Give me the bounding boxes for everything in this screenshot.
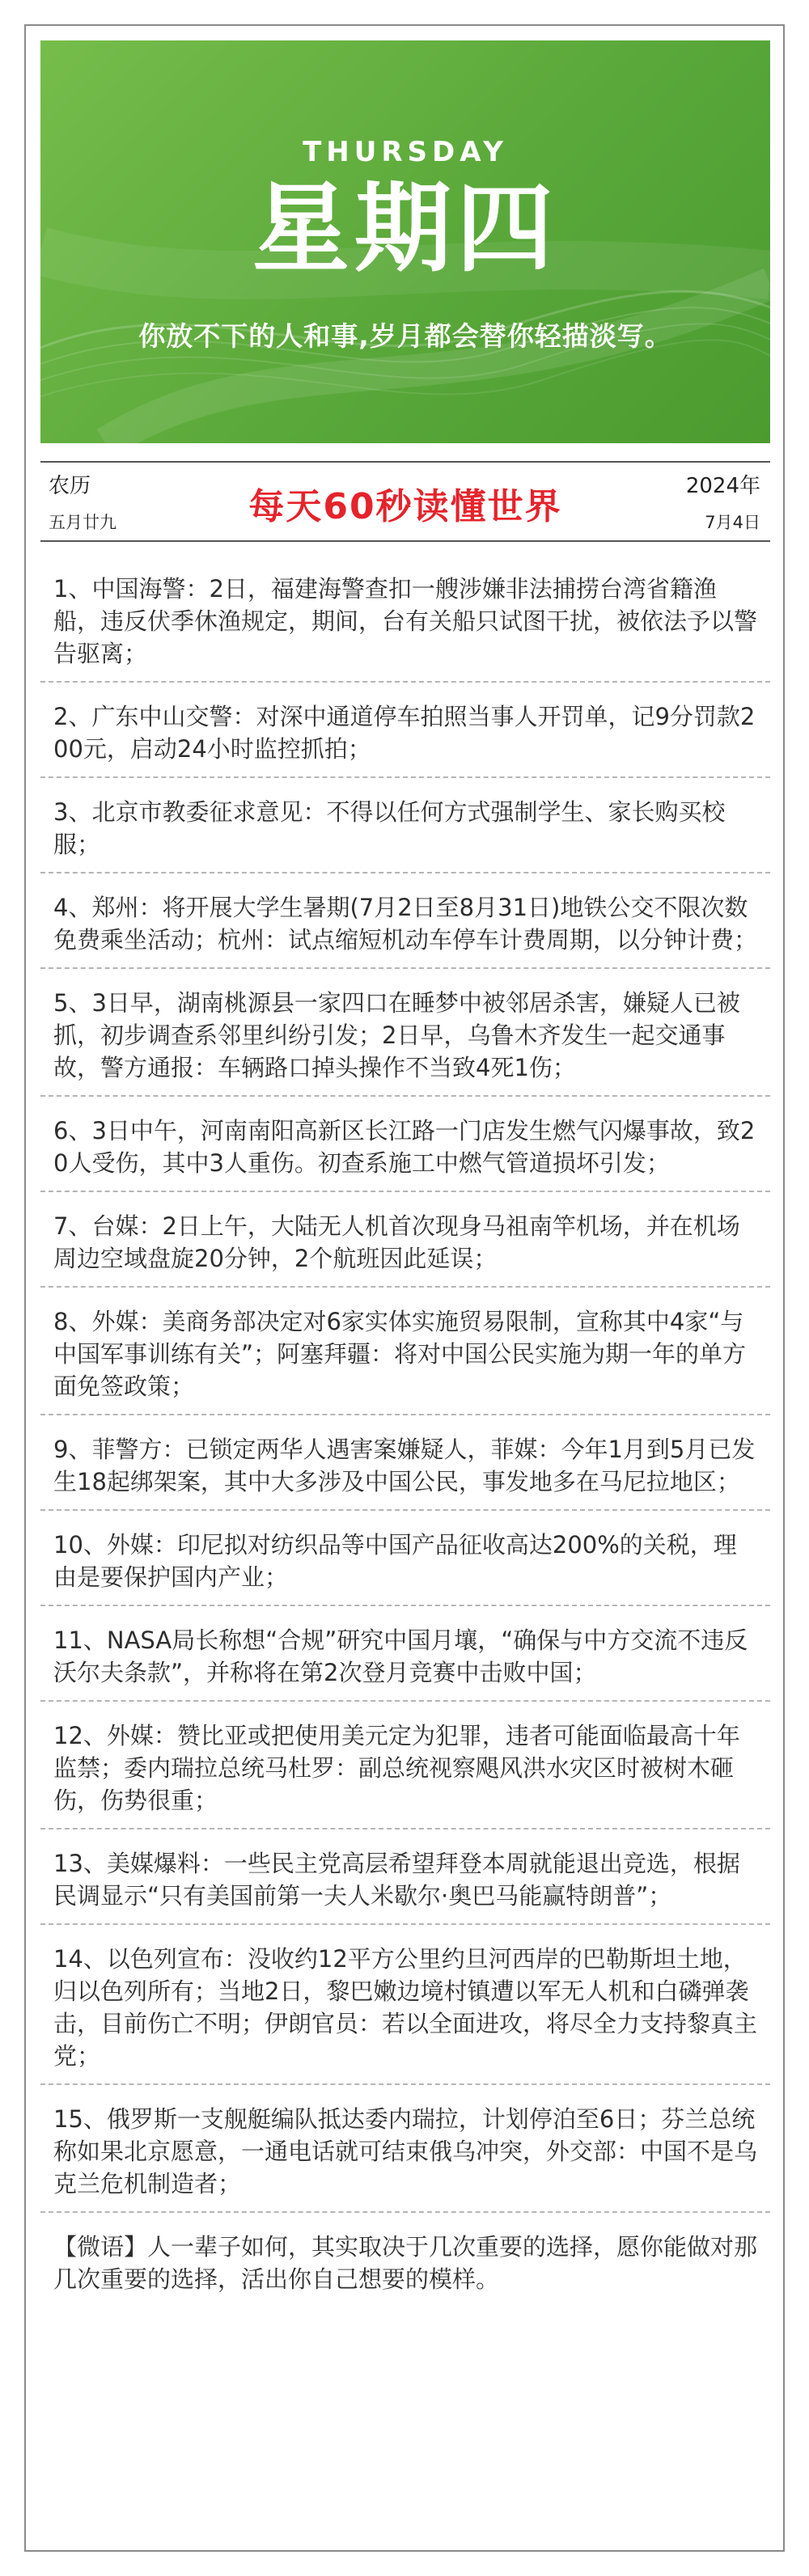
news-item: 10、外媒：印尼拟对纺织品等中国产品征收高达200%的关税，理由是要保护国内产业； [40, 1529, 770, 1606]
lunar-date: 五月廿九 [49, 513, 116, 532]
weekday-english: THURSDAY [303, 136, 508, 168]
date-bar [40, 461, 770, 542]
news-item: 13、美媒爆料：一些民主党高层希望拜登本周就能退出竞选，根据民调显示“只有美国前第一夫人米歇尔·奥巴马能赢特朗普”； [40, 1847, 770, 1925]
header-banner [40, 40, 770, 443]
news-item: 11、NASA局长称想“合规”研究中国月壤，“确保与中方交流不违反沃尔夫条款”，并称将在第2次登月竞赛中击败中国； [40, 1624, 770, 1702]
weekday-chinese: 星期四 [252, 173, 558, 286]
news-item: 9、菲警方：已锁定两华人遇害案嫌疑人，菲媒：今年1月到5月已发生18起绑架案，其中大多涉及中国公民，事发地多在马尼拉地区； [40, 1433, 770, 1511]
news-item: 12、外媒：赞比亚或把使用美元定为犯罪，违者可能面临最高十年监禁；委内瑞拉总统马杜罗：副总统视察飓风洪水灾区时被树木砸伤，伤势很重； [40, 1719, 770, 1829]
news-item: 14、以色列宣布：没收约12平方公里约旦河西岸的巴勒斯坦土地，归以色列所有；当地2日，黎巴嫩边境村镇遭以军无人机和白磷弹袭击，目前伤亡不明；伊朗官员：若以全面进攻，将尽全力支持黎真主党； [40, 1943, 770, 2085]
page-frame [24, 24, 785, 2552]
daily-motto: 你放不下的人和事,岁月都会替你轻描淡写。 [138, 320, 672, 352]
news-item: 6、3日中午，河南南阳高新区长江路一门店发生燃气闪爆事故，致20人受伤，其中3人重伤。初查系施工中燃气管道损坏引发； [40, 1115, 770, 1192]
news-list [40, 573, 770, 2324]
news-item: 7、台媒：2日上午，大陆无人机首次现身马祖南竿机场，并在机场周边空域盘旋20分钟，2个航班因此延误； [40, 1210, 770, 1288]
news-item: 1、中国海警：2日，福建海警查扣一艘涉嫌非法捕捞台湾省籍渔船，违反伏季休渔规定，期间，台有关船只试图干扰，被依法予以警告驱离； [40, 573, 770, 683]
page-title: 每天60秒读懂世界 [248, 486, 562, 527]
news-item: 8、外媒：美商务部决定对6家实体实施贸易限制，宣称其中4家“与中国军事训练有关”；阿塞拜疆：将对中国公民实施为期一年的单方面免签政策； [40, 1305, 770, 1415]
daily-quote: 【微语】人一辈子如何，其实取决于几次重要的选择，愿你能做对那几次重要的选择，活出你自己想要的模样。 [53, 2233, 758, 2293]
news-item: 2、广东中山交警：对深中通道停车拍照当事人开罚单，记9分罚款200元，启动24小时监控抓拍； [40, 700, 770, 778]
year: 2024年 [685, 474, 760, 498]
news-item: 3、北京市教委征求意见：不得以任何方式强制学生、家长购买校服； [40, 796, 770, 873]
month-day: 7月4日 [705, 513, 760, 532]
news-item: 4、郑州：将开展大学生暑期(7月2日至8月31日)地铁公交不限次数免费乘坐活动；杭州：试点缩短机动车停车计费周期，以分钟计费； [40, 891, 770, 969]
news-item: 5、3日早，湖南桃源县一家四口在睡梦中被邻居杀害，嫌疑人已被抓，初步调查系邻里纠纷引发；2日早，乌鲁木齐发生一起交通事故，警方通报：车辆路口掉头操作不当致4死1伤； [40, 987, 770, 1097]
news-item: 15、俄罗斯一支舰艇编队抵达委内瑞拉，计划停泊至6日；芬兰总统称如果北京愿意，一通电话就可结束俄乌冲突，外交部：中国不是乌克兰危机制造者； [40, 2103, 770, 2213]
lunar-label: 农历 [49, 474, 91, 498]
